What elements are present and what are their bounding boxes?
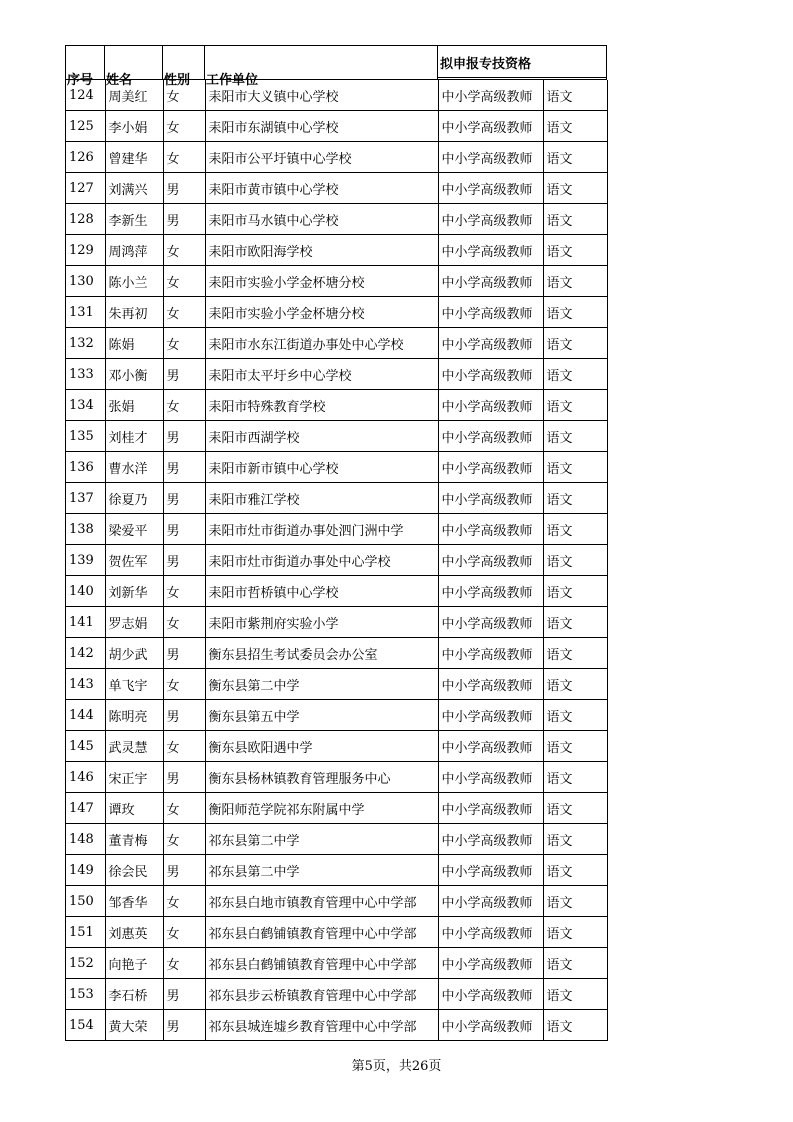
cell-qualification: 中小学高级教师 [438, 483, 543, 514]
table-row [66, 545, 607, 576]
cell-subject: 语文 [543, 204, 607, 235]
header-no: 序号 [66, 46, 105, 79]
table-row [66, 421, 607, 452]
cell-subject: 语文 [543, 359, 607, 390]
cell-qualification: 中小学高级教师 [438, 514, 543, 545]
cell-no: 144 [66, 700, 105, 731]
cell-no: 148 [66, 824, 105, 855]
cell-unit: 耒阳市太平圩乡中心学校 [205, 359, 438, 390]
cell-name: 罗志娟 [105, 607, 163, 638]
table-row [66, 793, 607, 824]
cell-subject: 语文 [543, 948, 607, 979]
cell-subject: 语文 [543, 297, 607, 328]
table-row [66, 700, 607, 731]
cell-unit: 耒阳市雅江学校 [205, 483, 438, 514]
cell-gender: 男 [163, 545, 205, 576]
cell-unit: 祁东县城连墟乡教育管理中心中学部 [205, 1010, 438, 1041]
cell-gender: 男 [163, 762, 205, 793]
cell-gender: 女 [163, 731, 205, 762]
cell-unit: 祁东县白地市镇教育管理中心中学部 [205, 886, 438, 917]
cell-unit: 祁东县第二中学 [205, 855, 438, 886]
cell-name: 向艳子 [105, 948, 163, 979]
cell-no: 127 [66, 173, 105, 204]
cell-qualification: 中小学高级教师 [438, 80, 543, 111]
cell-name: 朱再初 [105, 297, 163, 328]
cell-unit: 耒阳市实验小学金杯塘分校 [205, 266, 438, 297]
cell-qualification: 中小学高级教师 [438, 142, 543, 173]
cell-name: 武灵慧 [105, 731, 163, 762]
cell-subject: 语文 [543, 700, 607, 731]
cell-name: 李小娟 [105, 111, 163, 142]
header-qualification-title: 拟申报专技资格 [440, 57, 532, 72]
cell-name: 陈小兰 [105, 266, 163, 297]
cell-unit: 耒阳市哲桥镇中心学校 [205, 576, 438, 607]
cell-subject: 语文 [543, 855, 607, 886]
cell-no: 151 [66, 917, 105, 948]
cell-name: 周美红 [105, 80, 163, 111]
cell-gender: 男 [163, 855, 205, 886]
cell-unit: 耒阳市欧阳海学校 [205, 235, 438, 266]
table-row [66, 576, 607, 607]
cell-no: 142 [66, 638, 105, 669]
cell-qualification: 中小学高级教师 [438, 545, 543, 576]
cell-no: 137 [66, 483, 105, 514]
cell-no: 130 [66, 266, 105, 297]
cell-qualification: 中小学高级教师 [438, 111, 543, 142]
cell-unit: 衡东县杨林镇教育管理服务中心 [205, 762, 438, 793]
cell-qualification: 中小学高级教师 [438, 452, 543, 483]
cell-subject: 语文 [543, 390, 607, 421]
roster-table [66, 80, 608, 1041]
table-row [66, 514, 607, 545]
table-row [66, 297, 607, 328]
cell-unit: 耒阳市黄市镇中心学校 [205, 173, 438, 204]
cell-gender: 女 [163, 824, 205, 855]
cell-subject: 语文 [543, 793, 607, 824]
cell-unit: 衡东县招生考试委员会办公室 [205, 638, 438, 669]
cell-name: 刘新华 [105, 576, 163, 607]
cell-qualification: 中小学高级教师 [438, 762, 543, 793]
cell-qualification: 中小学高级教师 [438, 1010, 543, 1041]
cell-gender: 男 [163, 638, 205, 669]
cell-no: 132 [66, 328, 105, 359]
cell-subject: 语文 [543, 1010, 607, 1041]
cell-gender: 女 [163, 111, 205, 142]
cell-no: 141 [66, 607, 105, 638]
cell-unit: 耒阳市马水镇中心学校 [205, 204, 438, 235]
cell-gender: 女 [163, 607, 205, 638]
cell-subject: 语文 [543, 421, 607, 452]
cell-qualification: 中小学高级教师 [438, 266, 543, 297]
cell-qualification: 中小学高级教师 [438, 390, 543, 421]
cell-subject: 语文 [543, 545, 607, 576]
cell-no: 146 [66, 762, 105, 793]
cell-no: 128 [66, 204, 105, 235]
page-footer: 第5页，共26页 [351, 1059, 442, 1074]
cell-name: 刘桂才 [105, 421, 163, 452]
cell-qualification: 中小学高级教师 [438, 638, 543, 669]
header-name: 姓名 [105, 46, 163, 79]
cell-subject: 语文 [543, 235, 607, 266]
cell-unit: 耒阳市大义镇中心学校 [205, 80, 438, 111]
cell-gender: 女 [163, 793, 205, 824]
cell-subject: 语文 [543, 173, 607, 204]
cell-unit: 衡阳师范学院祁东附属中学 [205, 793, 438, 824]
cell-no: 136 [66, 452, 105, 483]
table-row [66, 917, 607, 948]
cell-qualification: 中小学高级教师 [438, 204, 543, 235]
cell-subject: 语文 [543, 111, 607, 142]
table-row [66, 204, 607, 235]
cell-gender: 女 [163, 576, 205, 607]
cell-gender: 男 [163, 700, 205, 731]
cell-name: 董青梅 [105, 824, 163, 855]
table-row [66, 1010, 607, 1041]
cell-name: 单飞宇 [105, 669, 163, 700]
cell-name: 周鸿萍 [105, 235, 163, 266]
header-qualification-group [438, 46, 606, 79]
cell-name: 李新生 [105, 204, 163, 235]
cell-name: 黄大荣 [105, 1010, 163, 1041]
table-row [66, 886, 607, 917]
header-unit: 工作单位 [205, 46, 438, 79]
cell-no: 145 [66, 731, 105, 762]
header-gender: 性别 [163, 46, 205, 79]
cell-no: 140 [66, 576, 105, 607]
roster-sheet [65, 45, 607, 1041]
cell-unit: 祁东县步云桥镇教育管理中心中学部 [205, 979, 438, 1010]
cell-qualification: 中小学高级教师 [438, 576, 543, 607]
cell-subject: 语文 [543, 917, 607, 948]
cell-subject: 语文 [543, 638, 607, 669]
cell-name: 张娟 [105, 390, 163, 421]
table-row [66, 235, 607, 266]
cell-no: 153 [66, 979, 105, 1010]
table-row [66, 173, 607, 204]
cell-name: 李石桥 [105, 979, 163, 1010]
table-row [66, 669, 607, 700]
cell-unit: 耒阳市灶市街道办事处中心学校 [205, 545, 438, 576]
cell-subject: 语文 [543, 328, 607, 359]
cell-no: 134 [66, 390, 105, 421]
cell-subject: 语文 [543, 824, 607, 855]
cell-name: 邹香华 [105, 886, 163, 917]
cell-no: 152 [66, 948, 105, 979]
table-row [66, 80, 607, 111]
table-row [66, 638, 607, 669]
cell-name: 陈娟 [105, 328, 163, 359]
table-row [66, 266, 607, 297]
cell-no: 150 [66, 886, 105, 917]
cell-subject: 语文 [543, 80, 607, 111]
cell-name: 曾建华 [105, 142, 163, 173]
table-row [66, 979, 607, 1010]
cell-gender: 女 [163, 297, 205, 328]
cell-subject: 语文 [543, 576, 607, 607]
cell-gender: 女 [163, 328, 205, 359]
cell-subject: 语文 [543, 731, 607, 762]
cell-name: 徐会民 [105, 855, 163, 886]
cell-no: 129 [66, 235, 105, 266]
cell-gender: 男 [163, 421, 205, 452]
cell-qualification: 中小学高级教师 [438, 793, 543, 824]
cell-unit: 耒阳市灶市街道办事处泗门洲中学 [205, 514, 438, 545]
cell-subject: 语文 [543, 886, 607, 917]
cell-name: 谭玫 [105, 793, 163, 824]
table-row [66, 855, 607, 886]
cell-gender: 女 [163, 390, 205, 421]
cell-qualification: 中小学高级教师 [438, 886, 543, 917]
cell-gender: 女 [163, 80, 205, 111]
cell-unit: 耒阳市西湖学校 [205, 421, 438, 452]
cell-unit: 衡东县欧阳遇中学 [205, 731, 438, 762]
cell-subject: 语文 [543, 607, 607, 638]
cell-gender: 女 [163, 142, 205, 173]
cell-unit: 祁东县白鹤铺镇教育管理中心中学部 [205, 948, 438, 979]
cell-qualification: 中小学高级教师 [438, 173, 543, 204]
cell-gender: 男 [163, 452, 205, 483]
table-row [66, 359, 607, 390]
cell-name: 胡少武 [105, 638, 163, 669]
cell-no: 135 [66, 421, 105, 452]
cell-subject: 语文 [543, 142, 607, 173]
table-header [66, 46, 607, 88]
cell-unit: 衡东县第五中学 [205, 700, 438, 731]
cell-unit: 耒阳市水东江街道办事处中心学校 [205, 328, 438, 359]
cell-unit: 耒阳市特殊教育学校 [205, 390, 438, 421]
cell-qualification: 中小学高级教师 [438, 421, 543, 452]
cell-no: 139 [66, 545, 105, 576]
cell-unit: 耒阳市紫荆府实验小学 [205, 607, 438, 638]
cell-no: 124 [66, 80, 105, 111]
cell-no: 133 [66, 359, 105, 390]
cell-no: 143 [66, 669, 105, 700]
cell-qualification: 中小学高级教师 [438, 979, 543, 1010]
cell-gender: 女 [163, 948, 205, 979]
cell-no: 138 [66, 514, 105, 545]
cell-qualification: 中小学高级教师 [438, 700, 543, 731]
cell-qualification: 中小学高级教师 [438, 607, 543, 638]
table-row [66, 111, 607, 142]
table-row [66, 762, 607, 793]
cell-unit: 衡东县第二中学 [205, 669, 438, 700]
cell-unit: 祁东县白鹤铺镇教育管理中心中学部 [205, 917, 438, 948]
cell-qualification: 中小学高级教师 [438, 359, 543, 390]
cell-subject: 语文 [543, 514, 607, 545]
cell-name: 邓小衡 [105, 359, 163, 390]
table-row [66, 731, 607, 762]
cell-unit: 耒阳市实验小学金杯塘分校 [205, 297, 438, 328]
cell-subject: 语文 [543, 266, 607, 297]
cell-no: 126 [66, 142, 105, 173]
cell-qualification: 中小学高级教师 [438, 235, 543, 266]
cell-qualification: 中小学高级教师 [438, 855, 543, 886]
cell-name: 刘惠英 [105, 917, 163, 948]
cell-no: 154 [66, 1010, 105, 1041]
cell-qualification: 中小学高级教师 [438, 824, 543, 855]
cell-qualification: 中小学高级教师 [438, 328, 543, 359]
cell-gender: 男 [163, 1010, 205, 1041]
cell-subject: 语文 [543, 483, 607, 514]
cell-qualification: 中小学高级教师 [438, 948, 543, 979]
cell-qualification: 中小学高级教师 [438, 669, 543, 700]
cell-subject: 语文 [543, 452, 607, 483]
cell-subject: 语文 [543, 762, 607, 793]
cell-no: 147 [66, 793, 105, 824]
cell-gender: 男 [163, 173, 205, 204]
cell-qualification: 中小学高级教师 [438, 917, 543, 948]
cell-gender: 女 [163, 266, 205, 297]
cell-unit: 耒阳市新市镇中心学校 [205, 452, 438, 483]
cell-name: 宋正宇 [105, 762, 163, 793]
table-row [66, 948, 607, 979]
cell-unit: 耒阳市东湖镇中心学校 [205, 111, 438, 142]
cell-gender: 男 [163, 204, 205, 235]
cell-gender: 女 [163, 917, 205, 948]
cell-gender: 女 [163, 886, 205, 917]
cell-no: 131 [66, 297, 105, 328]
table-row [66, 607, 607, 638]
cell-no: 149 [66, 855, 105, 886]
table-row [66, 483, 607, 514]
cell-gender: 男 [163, 979, 205, 1010]
cell-gender: 女 [163, 669, 205, 700]
cell-unit: 祁东县第二中学 [205, 824, 438, 855]
table-row [66, 824, 607, 855]
table-row [66, 142, 607, 173]
cell-name: 徐夏乃 [105, 483, 163, 514]
table-row [66, 390, 607, 421]
table-row [66, 452, 607, 483]
cell-subject: 语文 [543, 979, 607, 1010]
table-row [66, 328, 607, 359]
cell-name: 梁爱平 [105, 514, 163, 545]
cell-no: 125 [66, 111, 105, 142]
cell-name: 曹水洋 [105, 452, 163, 483]
cell-gender: 女 [163, 235, 205, 266]
cell-name: 贺佐军 [105, 545, 163, 576]
cell-qualification: 中小学高级教师 [438, 297, 543, 328]
cell-gender: 男 [163, 514, 205, 545]
cell-unit: 耒阳市公平圩镇中心学校 [205, 142, 438, 173]
cell-gender: 男 [163, 359, 205, 390]
cell-gender: 男 [163, 483, 205, 514]
cell-name: 刘满兴 [105, 173, 163, 204]
cell-name: 陈明亮 [105, 700, 163, 731]
cell-qualification: 中小学高级教师 [438, 731, 543, 762]
cell-subject: 语文 [543, 669, 607, 700]
